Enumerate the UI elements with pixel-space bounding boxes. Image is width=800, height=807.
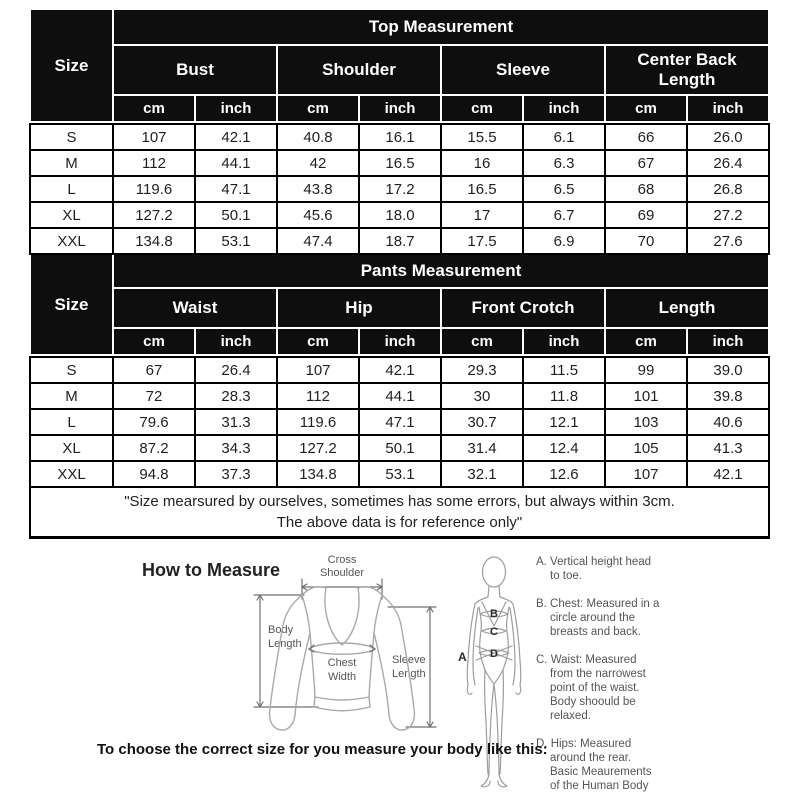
size-header-cell: Size — [31, 255, 112, 354]
top-table-body — [29, 123, 770, 255]
size-chart — [29, 8, 770, 539]
group-header-sleeve: Sleeve — [442, 46, 604, 94]
figure-label-d: D — [490, 648, 498, 660]
annotation-line: Basic Meaurements — [550, 766, 652, 778]
annotation-line: A. Vertical height head — [536, 556, 652, 568]
value-cell: 42.1 — [196, 125, 276, 149]
value-cell: 26.0 — [688, 125, 768, 149]
unit-header-cell: cm — [442, 96, 522, 121]
figure-label-a: A — [458, 650, 467, 664]
value-cell: 67 — [606, 151, 686, 175]
value-cell: 34.3 — [196, 436, 276, 460]
value-cell: 30 — [442, 384, 522, 408]
chest-width-label-line2: Width — [327, 671, 357, 683]
value-cell: 37.3 — [196, 462, 276, 486]
annotation-a — [536, 555, 686, 583]
note-line-1: "Size mearsured by ourselves, sometimes has some errors, but always within 3cm. — [124, 493, 675, 510]
size-cell: M — [31, 151, 112, 175]
size-cell: L — [31, 177, 112, 201]
group-header-center-back-length — [606, 46, 768, 94]
annotation-d — [536, 737, 686, 793]
value-cell: 12.1 — [524, 410, 604, 434]
value-cell: 68 — [606, 177, 686, 201]
how-to-measure-title: How to Measure — [142, 560, 281, 580]
value-cell: 11.5 — [524, 358, 604, 382]
pants-table-body — [29, 356, 770, 539]
value-cell: 16 — [442, 151, 522, 175]
value-cell: 31.3 — [196, 410, 276, 434]
body-length-arrow — [254, 595, 318, 707]
value-cell: 26.8 — [688, 177, 768, 201]
value-cell: 119.6 — [278, 410, 358, 434]
value-cell: 134.8 — [114, 229, 194, 253]
unit-header-cell: inch — [196, 329, 276, 354]
unit-header-cell: inch — [360, 329, 440, 354]
annotation-b — [536, 597, 686, 639]
value-cell: 66 — [606, 125, 686, 149]
value-cell: 40.8 — [278, 125, 358, 149]
value-cell: 47.1 — [196, 177, 276, 201]
annotation-line: from the narrowest — [550, 668, 646, 680]
value-cell: 18.0 — [360, 203, 440, 227]
unit-header-cell: cm — [114, 96, 194, 121]
chest-width-arrow — [309, 645, 375, 652]
value-cell: 53.1 — [196, 229, 276, 253]
value-cell: 53.1 — [360, 462, 440, 486]
annotation-line: Body shoould be — [550, 696, 636, 708]
value-cell: 16.5 — [360, 151, 440, 175]
value-cell: 16.5 — [442, 177, 522, 201]
group-header-shoulder: Shoulder — [278, 46, 440, 94]
figure-label-b: B — [490, 608, 498, 620]
size-cell: XL — [31, 436, 112, 460]
value-cell: 72 — [114, 384, 194, 408]
value-cell: 11.8 — [524, 384, 604, 408]
value-cell: 50.1 — [360, 436, 440, 460]
value-cell: 17.5 — [442, 229, 522, 253]
value-cell: 17.2 — [360, 177, 440, 201]
value-cell: 119.6 — [114, 177, 194, 201]
value-cell: 103 — [606, 410, 686, 434]
value-cell: 6.7 — [524, 203, 604, 227]
value-cell: 30.7 — [442, 410, 522, 434]
note-row — [31, 488, 768, 536]
unit-header-cell: cm — [442, 329, 522, 354]
value-cell: 12.6 — [524, 462, 604, 486]
group-header-label: Center Back Length — [637, 50, 737, 89]
value-cell: 45.6 — [278, 203, 358, 227]
value-cell: 42 — [278, 151, 358, 175]
unit-header-cell: cm — [278, 96, 358, 121]
cross-shoulder-arrow — [302, 579, 382, 599]
unit-header-cell: inch — [196, 96, 276, 121]
body-figure-diagram — [452, 552, 537, 797]
value-cell: 15.5 — [442, 125, 522, 149]
top-table-title: Top Measurement — [114, 10, 768, 44]
annotation-line: D. Hips: Measured — [536, 738, 632, 750]
value-cell: 28.3 — [196, 384, 276, 408]
value-cell: 107 — [606, 462, 686, 486]
annotation-line: B. Chest: Measured in a — [536, 598, 660, 610]
value-cell: 127.2 — [114, 203, 194, 227]
group-header-hip: Hip — [278, 289, 440, 327]
figure-label-c: C — [490, 626, 498, 638]
group-header-front-crotch: Front Crotch — [442, 289, 604, 327]
value-cell: 6.9 — [524, 229, 604, 253]
unit-header-cell: inch — [524, 329, 604, 354]
value-cell: 27.2 — [688, 203, 768, 227]
value-cell: 105 — [606, 436, 686, 460]
value-cell: 40.6 — [688, 410, 768, 434]
value-cell: 50.1 — [196, 203, 276, 227]
group-header-length: Length — [606, 289, 768, 327]
size-cell: M — [31, 384, 112, 408]
value-cell: 26.4 — [196, 358, 276, 382]
annotation-line: breasts and back. — [550, 626, 641, 638]
annotation-line: point of the waist. — [550, 682, 640, 694]
unit-header-cell: cm — [606, 329, 686, 354]
value-cell: 43.8 — [278, 177, 358, 201]
unit-header-cell: inch — [360, 96, 440, 121]
size-cell: XXL — [31, 229, 112, 253]
value-cell: 26.4 — [688, 151, 768, 175]
cross-shoulder-label-line2: Shoulder — [319, 567, 365, 579]
annotation-line: to toe. — [550, 570, 582, 582]
annotation-line: C. Waist: Measured — [536, 654, 637, 666]
value-cell: 112 — [278, 384, 358, 408]
size-cell: S — [31, 125, 112, 149]
value-cell: 94.8 — [114, 462, 194, 486]
value-cell: 39.8 — [688, 384, 768, 408]
size-header-cell: Size — [31, 10, 112, 121]
sleeve-length-arrow — [388, 607, 436, 727]
value-cell: 127.2 — [278, 436, 358, 460]
value-cell: 134.8 — [278, 462, 358, 486]
value-cell: 107 — [278, 358, 358, 382]
size-cell: L — [31, 410, 112, 434]
shirt-measurement-diagram — [240, 551, 445, 746]
value-cell: 44.1 — [196, 151, 276, 175]
value-cell: 29.3 — [442, 358, 522, 382]
annotation-line: around the rear. — [550, 752, 632, 764]
value-cell: 16.1 — [360, 125, 440, 149]
value-cell: 99 — [606, 358, 686, 382]
size-cell: XL — [31, 203, 112, 227]
size-cell: S — [31, 358, 112, 382]
size-cell: XXL — [31, 462, 112, 486]
sleeve-length-label-line1: Sleeve — [392, 654, 426, 666]
unit-header-cell: inch — [688, 96, 768, 121]
value-cell: 31.4 — [442, 436, 522, 460]
value-cell: 107 — [114, 125, 194, 149]
footer-instruction: To choose the correct size for you measure your body like this: — [97, 741, 548, 758]
annotation-line: of the Human Body — [550, 780, 649, 792]
body-length-label-line1: Body — [268, 624, 294, 636]
value-cell: 27.6 — [688, 229, 768, 253]
value-cell: 101 — [606, 384, 686, 408]
value-cell: 32.1 — [442, 462, 522, 486]
value-cell: 67 — [114, 358, 194, 382]
pants-table-header — [29, 255, 770, 356]
unit-header-cell: cm — [606, 96, 686, 121]
pants-table-title: Pants Measurement — [114, 255, 768, 287]
value-cell: 6.1 — [524, 125, 604, 149]
cross-shoulder-label-line1: Cross — [327, 554, 357, 566]
unit-header-cell: cm — [278, 329, 358, 354]
annotation-line: relaxed. — [550, 710, 591, 722]
value-cell: 69 — [606, 203, 686, 227]
group-header-waist: Waist — [114, 289, 276, 327]
value-cell: 12.4 — [524, 436, 604, 460]
value-cell: 42.1 — [360, 358, 440, 382]
value-cell: 47.1 — [360, 410, 440, 434]
value-cell: 70 — [606, 229, 686, 253]
body-length-label-line2: Length — [268, 638, 302, 650]
annotation-c — [536, 653, 686, 723]
measurement-annotations — [536, 555, 686, 807]
group-header-bust: Bust — [114, 46, 276, 94]
sleeve-length-label-line2: Length — [392, 668, 426, 680]
top-table-header — [29, 8, 770, 123]
value-cell: 6.3 — [524, 151, 604, 175]
value-cell: 47.4 — [278, 229, 358, 253]
value-cell: 44.1 — [360, 384, 440, 408]
value-cell: 39.0 — [688, 358, 768, 382]
value-cell: 17 — [442, 203, 522, 227]
value-cell: 87.2 — [114, 436, 194, 460]
note-line-2: The above data is for reference only" — [276, 514, 523, 531]
value-cell: 6.5 — [524, 177, 604, 201]
unit-header-cell: cm — [114, 329, 194, 354]
value-cell: 18.7 — [360, 229, 440, 253]
annotation-line: circle around the — [550, 612, 636, 624]
value-cell: 79.6 — [114, 410, 194, 434]
value-cell: 112 — [114, 151, 194, 175]
value-cell: 42.1 — [688, 462, 768, 486]
value-cell: 41.3 — [688, 436, 768, 460]
unit-header-cell: inch — [688, 329, 768, 354]
unit-header-cell: inch — [524, 96, 604, 121]
chest-width-label-line1: Chest — [327, 657, 357, 669]
